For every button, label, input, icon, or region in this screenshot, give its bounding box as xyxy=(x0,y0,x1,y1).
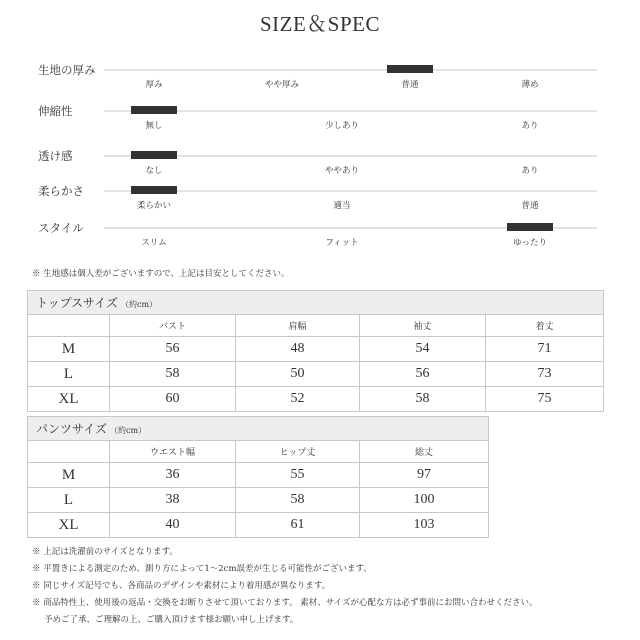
spec-option: あり xyxy=(521,121,539,131)
spec-row xyxy=(0,220,640,260)
measurement-cell: 48 xyxy=(236,337,360,362)
column-header: 総丈 xyxy=(360,441,489,463)
spec-option: 適当 xyxy=(333,201,351,211)
spec-option: 少しあり xyxy=(324,121,360,131)
spec-option: なし xyxy=(145,166,163,176)
spec-label: スタイル xyxy=(38,221,84,235)
spec-track xyxy=(104,110,597,112)
measurement-cell: 58 xyxy=(236,488,360,513)
measurement-cell: 58 xyxy=(360,387,486,412)
spec-option: フィット xyxy=(325,238,359,248)
spec-row xyxy=(0,183,640,223)
measurement-cell: 56 xyxy=(360,362,486,387)
pants-title-text: パンツサイズ xyxy=(36,422,108,436)
tops-unit: （約cm） xyxy=(120,300,158,309)
size-label: XL xyxy=(28,387,110,412)
note-line: ※ 商品特性上、使用後の返品・交換をお断りさせて頂いております。 素材、サイズが心配な方は必ず事前にお問い合わせください。 xyxy=(32,598,538,608)
measurement-cell: 55 xyxy=(236,463,360,488)
pants-unit: （約cm） xyxy=(110,426,147,435)
spec-option: あり xyxy=(521,166,539,176)
measurement-cell: 73 xyxy=(486,362,604,387)
spec-marker xyxy=(131,106,177,114)
size-label: XL xyxy=(28,513,110,538)
size-label: M xyxy=(28,337,110,362)
spec-marker xyxy=(387,65,433,73)
column-header: 肩幅 xyxy=(236,315,360,337)
spec-track xyxy=(104,190,597,192)
spec-option: 厚み xyxy=(145,80,163,90)
column-header xyxy=(28,441,110,463)
measurement-cell: 60 xyxy=(110,387,236,412)
tops-size-table xyxy=(27,290,604,412)
table-row xyxy=(28,337,604,362)
column-header xyxy=(28,315,110,337)
spec-label: 伸縮性 xyxy=(38,104,73,118)
spec-row xyxy=(0,103,640,143)
measurement-cell: 103 xyxy=(360,513,489,538)
column-header: 着丈 xyxy=(486,315,604,337)
spec-marker xyxy=(131,151,177,159)
table-row xyxy=(28,513,489,538)
spec-marker xyxy=(507,223,553,231)
size-label: L xyxy=(28,362,110,387)
notes-list xyxy=(32,544,538,629)
table-row xyxy=(28,488,489,513)
note-line: ※ 上記は洗濯前のサイズとなります。 xyxy=(32,547,178,557)
column-header: ヒップ丈 xyxy=(236,441,360,463)
table-row xyxy=(28,362,604,387)
measurement-cell: 56 xyxy=(110,337,236,362)
tops-table-title xyxy=(28,291,604,315)
spec-option: 薄め xyxy=(521,80,539,90)
spec-row xyxy=(0,62,640,102)
spec-label: 透け感 xyxy=(38,149,73,163)
note-line: ※ 平置きによる測定のため、測り方によって1～2cm誤差が生じる可能性がございます。 xyxy=(32,564,372,574)
spec-row xyxy=(0,148,640,188)
measurement-cell: 61 xyxy=(236,513,360,538)
column-header: バスト xyxy=(110,315,236,337)
page-title: SIZE＆SPEC xyxy=(259,12,381,36)
spec-option: スリム xyxy=(141,238,167,248)
spec-option: 普通 xyxy=(401,80,419,90)
spec-label: 生地の厚み xyxy=(38,63,96,77)
measurement-cell: 40 xyxy=(110,513,236,538)
measurement-cell: 58 xyxy=(110,362,236,387)
measurement-cell: 97 xyxy=(360,463,489,488)
spec-marker xyxy=(131,186,177,194)
spec-option: 柔らかい xyxy=(136,201,172,211)
size-label: M xyxy=(28,463,110,488)
spec-option: やや厚み xyxy=(264,80,300,90)
fabric-note: ※ 生地感は個人差がございますので、上記は目安としてください。 xyxy=(32,269,290,279)
column-header: ウエスト幅 xyxy=(110,441,236,463)
size-label: L xyxy=(28,488,110,513)
measurement-cell: 52 xyxy=(236,387,360,412)
measurement-cell: 38 xyxy=(110,488,236,513)
note-line: 予めご了承、ご理解の上、ご購入頂けます様お願い申し上げます。 xyxy=(44,615,299,625)
measurement-cell: 75 xyxy=(486,387,604,412)
tops-title-text: トップスサイズ xyxy=(36,296,118,310)
spec-label: 柔らかさ xyxy=(38,184,84,198)
spec-track xyxy=(104,69,597,71)
note-line: ※ 同じサイズ記号でも、各商品のデザインや素材により着用感が異なります。 xyxy=(32,581,331,591)
measurement-cell: 71 xyxy=(486,337,604,362)
measurement-cell: 36 xyxy=(110,463,236,488)
spec-track xyxy=(104,155,597,157)
measurement-cell: 100 xyxy=(360,488,489,513)
spec-option: 無し xyxy=(145,121,163,131)
spec-option: ゆったり xyxy=(513,238,547,248)
measurement-cell: 54 xyxy=(360,337,486,362)
spec-option: 普通 xyxy=(521,201,539,211)
table-row xyxy=(28,387,604,412)
spec-option: ややあり xyxy=(324,166,360,176)
pants-table-title xyxy=(28,417,489,441)
pants-size-table xyxy=(27,416,489,538)
column-header: 袖丈 xyxy=(360,315,486,337)
measurement-cell: 50 xyxy=(236,362,360,387)
table-row xyxy=(28,463,489,488)
